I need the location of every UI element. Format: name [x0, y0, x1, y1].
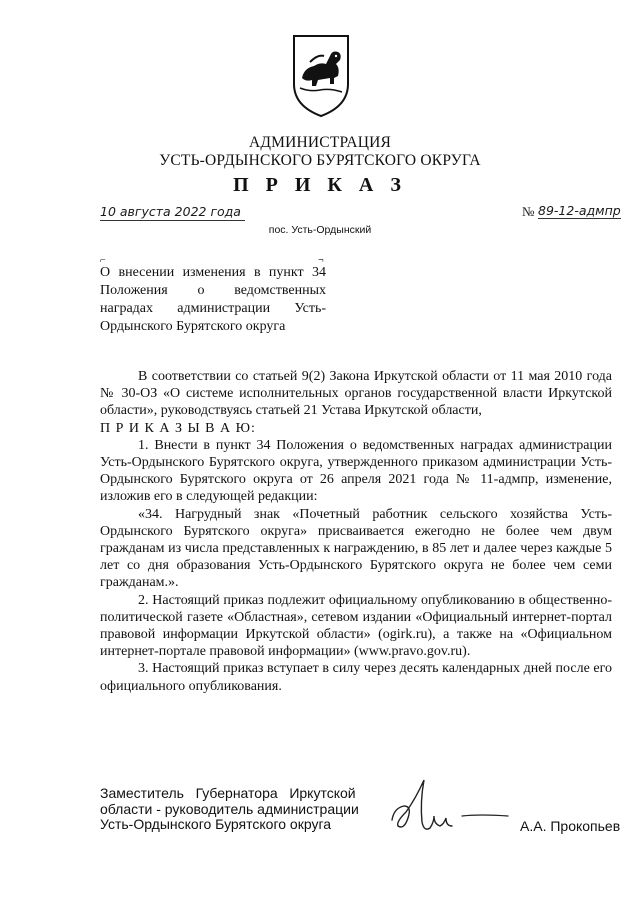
signatory-name: А.А. Прокопьев	[520, 818, 621, 834]
signatory-position	[100, 786, 362, 833]
signatory-position-line3: Усть-Ордынского Бурятского округа	[100, 816, 332, 832]
signatory-position-line1: Заместитель Губернатора Иркутской	[100, 785, 356, 801]
item-2-paragraph: 2. Настоящий приказ подлежит официальному опубликованию в общественно-политической газете «Областная», сетевом издании «Официальный интернет-портал правовой информации Иркутской области» (ogirk.ru), а также на «Официальном интернет-портале правовой информации» (www.pravo.gov.ru).	[100, 592, 612, 660]
order-word: П Р И К А З Ы В А Ю:	[100, 420, 256, 436]
handwritten-number: 89-12-адмпр	[538, 203, 621, 218]
number-prefix: №	[522, 204, 535, 219]
item-1-paragraph: 1. Внести в пункт 34 Положения о ведомственных наградах администрации Усть-Ордынского Бурятского округа, утвержденного приказом администрации Усть-Ордынского Бурятского округа от 26 апреля 2021 года № 11-адмпр, изменение, изложив его в следующей редакции:	[100, 437, 612, 505]
subject-bracket-right: ¬	[318, 255, 324, 266]
place-of-issue: пос. Усть-Ордынский	[268, 224, 372, 236]
quote-paragraph: «34. Нагрудный знак «Почетный работник сельского хозяйства Усть-Ордынского Бурятского округа» присваивается ежегодно не более чем двум гражданам из числа представленных к награждению, в 85 лет и далее через каждые 5 лет со дня образования Усть-Ордынского Бурятского округа не более чем семи гражданам.».	[100, 506, 612, 591]
signatory-position-line2: области - руководитель администрации	[100, 800, 359, 817]
org-title-line2: УСТЬ-ОРДЫНСКОГО БУРЯТСКОГО ОКРУГА	[159, 152, 481, 169]
order-subject: О внесении изменения в пункт 34 Положения о ведомственных наградах администрации Усть-Ордынского Бурятского округа	[100, 265, 326, 334]
coat-of-arms-emblem	[290, 32, 352, 118]
document-type-title: П Р И К А З	[233, 174, 407, 196]
item-3-paragraph: 3. Настоящий приказ вступает в силу через десять календарных дней после его официального опубликования.	[100, 661, 612, 694]
handwritten-date: 10 августа 2022 года	[100, 204, 245, 221]
subject-bracket-left: ⌐	[100, 255, 106, 266]
preamble-paragraph: В соответствии со статьей 9(2) Закона Иркутской области от 11 мая 2010 года № 30-ОЗ «О системе исполнительных органов государственной власти Иркутской области», руководствуясь статьей 21 Устава Иркутской области,	[100, 369, 612, 419]
order-body	[100, 368, 612, 695]
handwritten-signature	[388, 772, 510, 840]
org-title-line1: АДМИНИСТРАЦИЯ	[248, 134, 392, 151]
